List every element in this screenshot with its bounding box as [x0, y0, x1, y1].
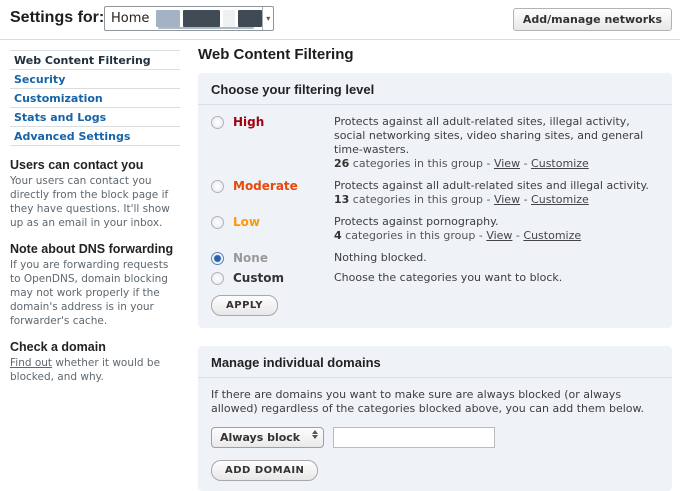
check-domain-text: whether it would be blocked, and why.: [10, 357, 161, 383]
high-radio[interactable]: [211, 116, 224, 129]
high-meta: 26 categories in this group - View - Customize: [334, 157, 589, 170]
low-meta: 4 categories in this group - View - Customize: [334, 229, 582, 242]
custom-label[interactable]: Custom: [233, 271, 284, 285]
sidebar-item-advanced-settings[interactable]: Advanced Settings: [10, 126, 180, 146]
none-label[interactable]: None: [233, 251, 268, 265]
domains-panel-title: Manage individual domains: [198, 346, 672, 378]
custom-radio[interactable]: [211, 272, 224, 285]
redacted-network-details: [156, 10, 262, 27]
low-description: Protects against pornography.: [334, 215, 499, 228]
moderate-customize-link[interactable]: Customize: [531, 193, 589, 206]
sidebar-item-customization[interactable]: Customization: [10, 88, 180, 107]
custom-description: Choose the categories you want to block.: [334, 271, 563, 284]
moderate-description: Protects against all adult-related sites and illegal activity.: [334, 179, 649, 192]
level-row-moderate: [211, 179, 659, 207]
main-content: [198, 44, 672, 491]
sidebar-nav: [10, 50, 180, 146]
note-heading-check-domain: Check a domain: [10, 340, 106, 354]
high-label[interactable]: High: [233, 115, 265, 129]
settings-for-label: Settings for:: [10, 9, 105, 26]
note-body-check-domain: [10, 356, 180, 384]
add-domain-button[interactable]: ADD DOMAIN: [211, 460, 318, 481]
add-manage-networks-button[interactable]: Add/manage networks: [513, 8, 672, 31]
none-radio[interactable]: [211, 252, 224, 265]
sidebar: [10, 50, 180, 384]
domain-controls-row: [198, 416, 672, 448]
top-header-bar: [0, 0, 680, 40]
high-category-count: 26: [334, 157, 350, 170]
moderate-category-count: 13: [334, 193, 350, 206]
low-radio[interactable]: [211, 216, 224, 229]
domain-input[interactable]: [333, 427, 495, 448]
level-row-high: [211, 115, 659, 171]
sidebar-item-security[interactable]: Security: [10, 69, 180, 88]
high-customize-link[interactable]: Customize: [531, 157, 589, 170]
low-view-link[interactable]: View: [486, 229, 513, 242]
moderate-label[interactable]: Moderate: [233, 179, 298, 193]
find-out-link[interactable]: Find out: [10, 357, 53, 369]
low-label[interactable]: Low: [233, 215, 260, 229]
sidebar-item-web-content-filtering[interactable]: Web Content Filtering: [10, 50, 180, 69]
level-row-custom: [211, 271, 659, 285]
moderate-meta: 13 categories in this group - View - Customize: [334, 193, 589, 206]
dropdown-arrow-icon: ▾: [262, 7, 273, 30]
moderate-radio[interactable]: [211, 180, 224, 193]
note-heading-contact: Users can contact you: [10, 158, 144, 172]
manage-domains-panel: [198, 346, 672, 491]
filtering-level-panel: [198, 73, 672, 328]
note-body-contact: Your users can contact you directly from the block page if they have questions. It'll show up as an email in your inbox.: [10, 175, 170, 229]
network-select-dropdown[interactable]: [104, 6, 274, 31]
filtering-panel-title: Choose your filtering level: [198, 73, 672, 105]
apply-button[interactable]: APPLY: [211, 295, 278, 316]
high-description: Protects against all adult-related sites, illegal activity, social networking sites, video sharing sites, and general time-wasters.: [334, 115, 644, 156]
note-heading-dns-forwarding: Note about DNS forwarding: [10, 242, 174, 256]
block-mode-select[interactable]: [211, 427, 324, 448]
page-title: Web Content Filtering: [198, 46, 354, 63]
low-category-count: 4: [334, 229, 342, 242]
note-body-dns-forwarding: If you are forwarding requests to OpenDNS, domain blocking may not work properly if the domain's address is in your forwarder's cache.: [10, 259, 169, 327]
filtering-levels-list: [198, 105, 672, 285]
selected-network-name: Home: [111, 11, 150, 26]
sidebar-item-stats-and-logs[interactable]: Stats and Logs: [10, 107, 180, 126]
level-row-none: [211, 251, 659, 265]
none-description: Nothing blocked.: [334, 251, 427, 264]
moderate-view-link[interactable]: View: [493, 193, 521, 206]
domains-panel-description: If there are domains you want to make sure are always blocked (or always allowed) regardless of the categories blocked above, you can add them below.: [211, 388, 645, 415]
high-view-link[interactable]: View: [493, 157, 521, 170]
low-customize-link[interactable]: Customize: [523, 229, 582, 242]
level-row-low: [211, 215, 659, 243]
